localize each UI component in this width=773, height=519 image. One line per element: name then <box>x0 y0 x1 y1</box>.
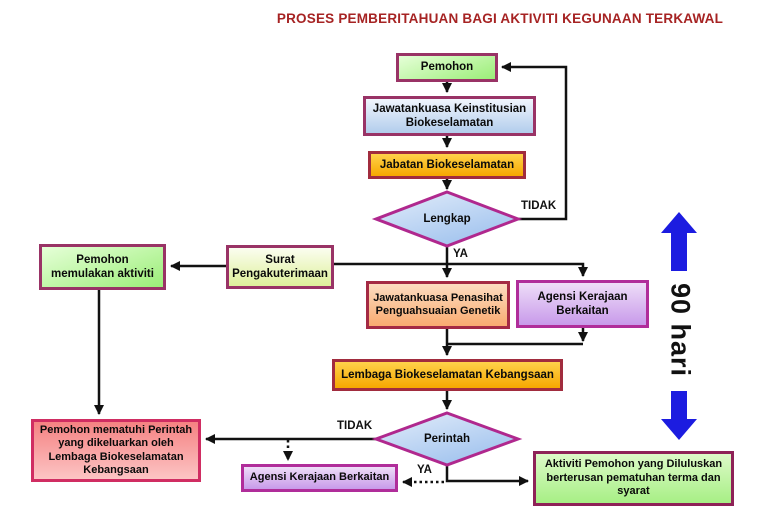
edge-perintah-ya <box>447 465 528 481</box>
decision-lengkap-label: Lengkap <box>423 213 471 225</box>
node-jabatan-biokeselamatan: Jabatan Biokeselamatan <box>368 151 526 179</box>
duration-arrow-up-icon <box>661 212 697 271</box>
node-jawatankuasa-keinstitusian: Jawatankuasa Keinstitusian Biokeselamatan <box>363 96 536 136</box>
edge-label-tidak-bawah: TIDAK <box>337 420 373 432</box>
node-pemohon-mematuhi-perintah: Pemohon mematuhi Perintah yang dikeluarkan oleh Lembaga Biokeselamatan Kebangsaan <box>31 419 201 482</box>
node-aktiviti-diluluskan: Aktiviti Pemohon yang Diluluskan berterusan pematuhan terma dan syarat <box>533 451 734 506</box>
node-jawatankuasa-penasihat: Jawatankuasa Penasihat Penguahsuaian Genetik <box>366 281 510 329</box>
edge-lengkap-tidak-loop <box>502 67 566 219</box>
duration-annotation: 90 hari <box>665 282 696 378</box>
node-agensi-kerajaan-bawah: Agensi Kerajaan Berkaitan <box>241 464 398 492</box>
node-lembaga-biokeselamatan: Lembaga Biokeselamatan Kebangsaan <box>332 359 563 391</box>
decision-perintah-label: Perintah <box>423 433 470 445</box>
edge-label-ya-bawah: YA <box>417 464 432 476</box>
node-agensi-kerajaan-atas: Agensi Kerajaan Berkaitan <box>516 280 649 328</box>
edge-label-tidak-atas: TIDAK <box>521 200 557 212</box>
edge-branch-to-agensi <box>447 264 583 276</box>
page-title: PROSES PEMBERITAHUAN BAGI AKTIVITI KEGUNAAN TERKAWAL <box>276 11 724 26</box>
node-surat-pengakuterimaan: Surat Pengakuterimaan <box>226 245 334 289</box>
duration-arrow-down-icon <box>661 391 697 440</box>
node-pemohon-memulakan-aktiviti: Pemohon memulakan aktiviti <box>39 244 166 290</box>
edge-label-ya-atas: YA <box>453 248 468 260</box>
node-pemohon: Pemohon <box>396 53 498 82</box>
